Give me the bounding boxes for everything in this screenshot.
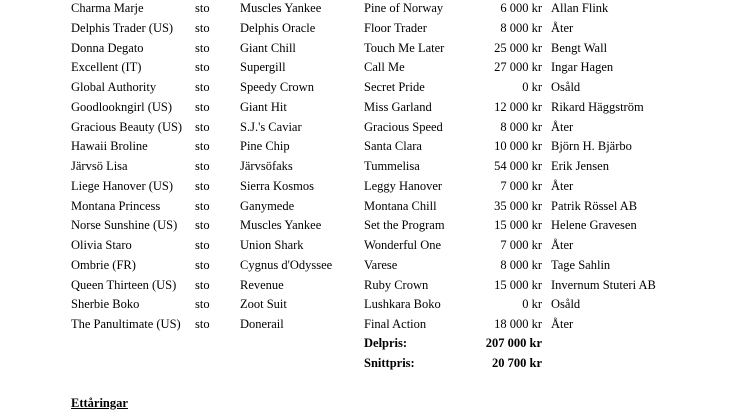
cell-buyer: Åter [551, 317, 574, 331]
cell-name: The Panultimate (US) [71, 317, 181, 331]
cell-name: Goodlookngirl (US) [71, 99, 173, 114]
average-label: Snittpris: [364, 356, 415, 370]
cell-buyer: Björn H. Bjärbo [551, 139, 632, 154]
cell-name: Järvsö Lisa [71, 159, 128, 173]
cell-sex: sto [195, 297, 210, 312]
cell-price: 7 000 kr [500, 178, 542, 193]
average-value: 20 700 kr [492, 356, 542, 370]
cell-sex: sto [195, 60, 210, 75]
cell-price: 7 000 kr [500, 238, 542, 252]
cell-dam: Lushkara Boko [364, 297, 441, 312]
cell-buyer: Ingar Hagen [551, 60, 614, 75]
table-row [0, 177, 746, 197]
cell-sire: Supergill [240, 60, 286, 75]
table-row [0, 315, 746, 335]
table-row [0, 256, 746, 276]
cell-sex: sto [195, 218, 210, 233]
cell-sex: sto [195, 1, 210, 15]
cell-sex: sto [195, 40, 210, 55]
cell-buyer: Allan Flink [551, 1, 609, 15]
cell-sire: Revenue [240, 277, 284, 292]
section-heading-yearlings: Ettåringar [71, 396, 128, 410]
cell-price: 8 000 kr [500, 20, 542, 35]
cell-name: Olivia Staro [71, 238, 132, 252]
cell-buyer: Tage Sahlin [551, 257, 611, 272]
cell-sex: sto [195, 80, 210, 94]
cell-price: 18 000 kr [494, 317, 542, 331]
cell-sire: Speedy Crown [240, 80, 314, 94]
cell-price: 6 000 kr [500, 1, 542, 15]
cell-price: 10 000 kr [494, 139, 542, 154]
cell-dam: Ruby Crown [364, 277, 429, 292]
table-row [0, 58, 746, 78]
cell-buyer: Åter [551, 119, 574, 134]
cell-name: Ombrie (FR) [71, 257, 136, 272]
cell-buyer: Erik Jensen [551, 159, 609, 173]
cell-sire: Union Shark [240, 238, 304, 252]
cell-sire: Giant Hit [240, 99, 287, 114]
cell-price: 12 000 kr [494, 99, 542, 114]
cell-buyer: Osåld [551, 297, 581, 312]
cell-name: Queen Thirteen (US) [71, 277, 177, 292]
cell-name: Delphis Trader (US) [71, 20, 174, 35]
cell-sex: sto [195, 238, 210, 252]
cell-name: Gracious Beauty (US) [71, 119, 183, 134]
cell-sire: Muscles Yankee [240, 218, 322, 233]
cell-buyer: Åter [551, 20, 574, 35]
cell-dam: Wonderful One [364, 238, 442, 252]
cell-sex: sto [195, 139, 210, 154]
subtotal-label: Delpris: [364, 336, 408, 350]
cell-sire: Pine Chip [240, 139, 290, 154]
cell-sex: sto [195, 99, 210, 114]
table-row [0, 197, 746, 217]
cell-sex: sto [195, 20, 210, 35]
cell-sex: sto [195, 119, 210, 134]
table-row [0, 137, 746, 157]
cell-sire: Zoot Suit [240, 297, 287, 312]
cell-dam: Touch Me Later [364, 40, 445, 55]
cell-dam: Leggy Hanover [364, 178, 443, 193]
cell-sire: Giant Chill [240, 40, 296, 55]
cell-price: 54 000 kr [494, 159, 542, 173]
subtotal-row [0, 334, 746, 354]
cell-sire: Sierra Kosmos [240, 178, 314, 193]
cell-price: 0 kr [522, 297, 542, 312]
cell-dam: Tummelisa [364, 159, 420, 173]
table-row [0, 276, 746, 296]
cell-price: 35 000 kr [494, 198, 542, 213]
cell-sire: Cygnus d'Odyssee [240, 257, 333, 272]
cell-dam: Set the Program [364, 218, 445, 233]
table-row [0, 0, 746, 19]
cell-name: Donna Degato [71, 40, 144, 55]
cell-name: Sherbie Boko [71, 297, 140, 312]
cell-buyer: Åter [551, 238, 574, 252]
subtotal-value: 207 000 kr [485, 336, 542, 350]
cell-buyer: Patrik Rössel AB [551, 198, 638, 213]
cell-price: 0 kr [522, 80, 542, 94]
table-row [0, 78, 746, 98]
cell-price: 8 000 kr [500, 119, 542, 134]
cell-dam: Gracious Speed [364, 119, 443, 134]
cell-name: Excellent (IT) [71, 60, 142, 75]
cell-price: 15 000 kr [494, 218, 542, 233]
cell-price: 25 000 kr [494, 40, 542, 55]
cell-sire: Järvsöfaks [240, 159, 293, 173]
cell-name: Global Authority [71, 80, 157, 94]
cell-price: 27 000 kr [494, 60, 542, 75]
cell-sire: S.J.'s Caviar [240, 119, 302, 134]
cell-dam: Call Me [364, 60, 405, 75]
table-row [0, 118, 746, 138]
table-row [0, 19, 746, 39]
cell-dam: Montana Chill [364, 198, 437, 213]
cell-sire: Donerail [240, 317, 284, 331]
cell-dam: Varese [364, 257, 398, 272]
cell-buyer: Bengt Wall [551, 40, 608, 55]
cell-dam: Santa Clara [364, 139, 422, 154]
average-row [0, 354, 746, 374]
cell-dam: Floor Trader [364, 20, 427, 35]
cell-sire: Muscles Yankee [240, 1, 322, 15]
cell-name: Hawaii Broline [71, 139, 148, 154]
cell-name: Liege Hanover (US) [71, 178, 174, 193]
table-row [0, 39, 746, 59]
table-row [0, 236, 746, 256]
table-row [0, 216, 746, 236]
cell-dam: Secret Pride [364, 80, 425, 94]
cell-sire: Ganymede [240, 198, 295, 213]
cell-buyer: Helene Gravesen [551, 218, 637, 233]
cell-price: 8 000 kr [500, 257, 542, 272]
cell-sex: sto [195, 178, 210, 193]
cell-sex: sto [195, 198, 210, 213]
cell-sex: sto [195, 257, 210, 272]
cell-name: Montana Princess [71, 198, 161, 213]
cell-dam: Pine of Norway [364, 1, 444, 15]
cell-sire: Delphis Oracle [240, 20, 316, 35]
table-row [0, 295, 746, 315]
cell-dam: Miss Garland [364, 99, 432, 114]
cell-dam: Final Action [364, 317, 427, 331]
cell-name: Charma Marje [71, 1, 144, 15]
cell-price: 15 000 kr [494, 277, 542, 292]
cell-buyer: Invernum Stuteri AB [551, 277, 656, 292]
table-row [0, 98, 746, 118]
cell-sex: sto [195, 317, 210, 331]
cell-sex: sto [195, 159, 210, 173]
cell-name: Norse Sunshine (US) [71, 218, 178, 233]
cell-buyer: Osåld [551, 80, 581, 94]
table-row [0, 157, 746, 177]
cell-buyer: Åter [551, 178, 574, 193]
cell-sex: sto [195, 277, 210, 292]
cell-buyer: Rikard Häggström [551, 99, 644, 114]
